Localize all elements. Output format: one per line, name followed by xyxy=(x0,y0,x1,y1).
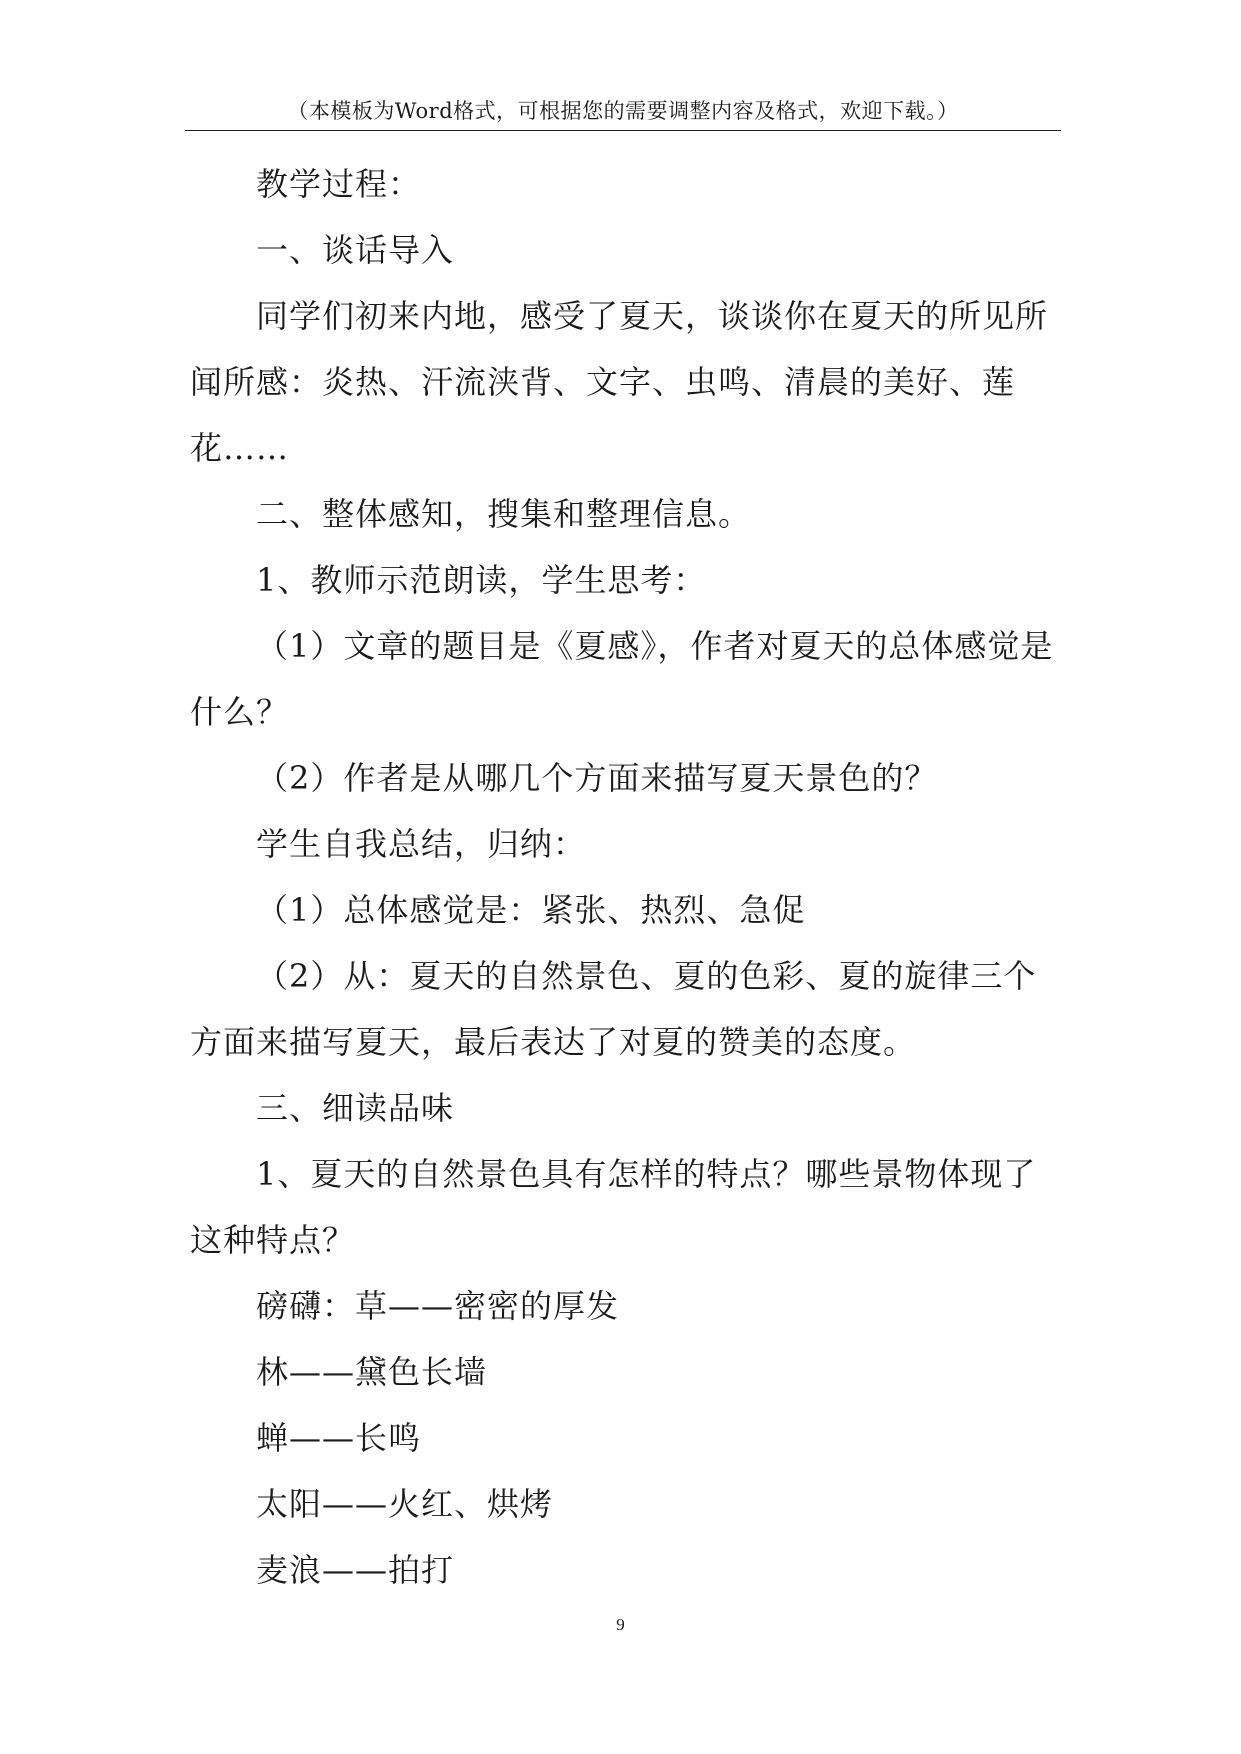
paragraph: 1、夏天的自然景色具有怎样的特点？哪些景物体现了这种特点？ xyxy=(190,1155,1037,1259)
page-header: （本模板为Word格式，可根据您的需要调整内容及格式，欢迎下载。） xyxy=(185,96,1061,131)
section-heading: 三、细读品味 xyxy=(256,1089,455,1127)
paragraph: 麦浪——拍打 xyxy=(256,1551,455,1589)
document-body xyxy=(190,151,1065,1603)
paragraph: （2）作者是从哪几个方面来描写夏天景色的？ xyxy=(256,759,938,797)
paragraph: （2）从：夏天的自然景色、夏的色彩、夏的旋律三个方面来描写夏天，最后表达了对夏的赞美的态度。 xyxy=(190,957,1037,1061)
paragraph: 1、教师示范朗读，学生思考： xyxy=(256,561,707,599)
paragraph: （1）总体感觉是：紧张、热烈、急促 xyxy=(256,891,806,929)
section-heading: 二、整体感知，搜集和整理信息。 xyxy=(256,495,752,533)
section-heading: 一、谈话导入 xyxy=(256,231,455,269)
paragraph: 教学过程： xyxy=(256,165,422,203)
paragraph: 同学们初来内地，感受了夏天，谈谈你在夏天的所见所闻所感：炎热、汗流浃背、文字、虫鸣、清晨的美好、莲花…… xyxy=(190,297,1049,467)
page-number: 9 xyxy=(616,1615,625,1634)
paragraph: （1）文章的题目是《夏感》，作者对夏天的总体感觉是什么？ xyxy=(190,627,1054,731)
paragraph: 太阳——火红、烘烤 xyxy=(256,1485,554,1523)
paragraph: 学生自我总结，归纳： xyxy=(256,825,587,863)
paragraph: 林——黛色长墙 xyxy=(256,1353,488,1391)
paragraph: 磅礴：草——密密的厚发 xyxy=(256,1287,620,1325)
paragraph: 蝉——长鸣 xyxy=(256,1419,422,1457)
